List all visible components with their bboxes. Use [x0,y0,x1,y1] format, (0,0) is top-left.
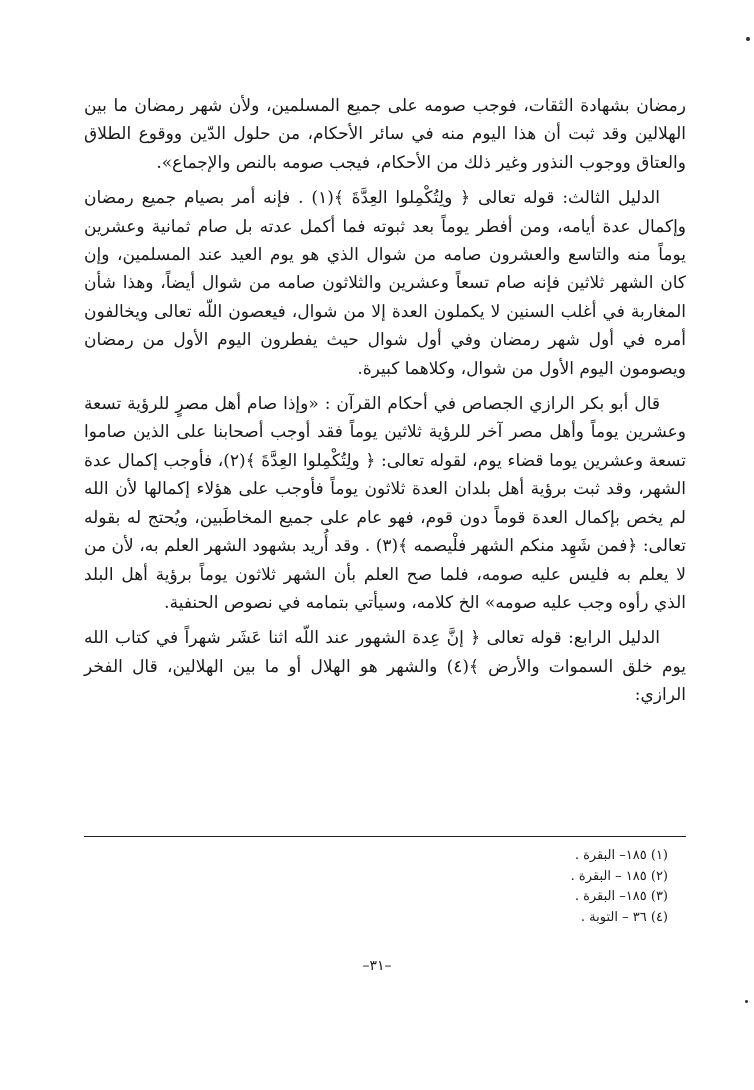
footnote-1: (١) ١٨٥– البقرة . [574,848,668,863]
scan-speck [745,1000,748,1003]
page-number: –٣١– [362,958,392,974]
paragraph-jassas-quote: قال أبو بكر الرازي الجصاص في أحكام القرآن : «وإذا صام أهل مصرٍ للرؤية تسعة وعشرين يوماً وأهل مصر آخر للرؤية ثلاثين يوماً فقد أوجب أصحابنا على الذين صاموا تسعة وعشرين يوما قضاء يوم، لقوله تعالى: ﴿ ولِتُكْمِلوا العِدَّةَ ﴾(٢)، فأوجب إكمال عدة الشهر، وقد ثبت برؤية أهل بلدان العدة ثلاثون يوماً فأوجب على هؤلاء إكمالها لأن الله لم يخص بإكمال العدة قوماً دون قوم، فهو عام على جميع المخاطَبين، ويُحتج له بقوله تعالى: ﴿فمن شَهِد منكم الشهر فلْيصمه ﴾(٣) . وقد أُريد بشهود الشهر العلم به، لأن من لا يعلم به فليس عليه صومه، فلما صح العلم بأن الشهر ثلاثون يوماً برؤية أهل البلد الذي رأوه وجب عليه صومه» الخ كلامه، وسيأتي بتمامه في نصوص الحنفية. [84,394,687,613]
paragraph-fourth-evidence: الدليل الرابع: قوله تعالى ﴿ إنَّ عِدة الشهور عند اللّه اثنا عَشَر شهراً في كتاب الله يوم خلق السموات والأرض ﴾(٤) والشهر هو الهلال أو ما بين الهلالين، قال الفخر الرازي: [84,628,686,706]
scan-speck [746,37,750,41]
paragraph-continuation: رمضان بشهادة الثقات، فوجب صومه على جميع المسلمين، ولأن شهر رمضان ما بين الهلالين وقد ثبت أن هذا اليوم منه في سائر الأحكام، من حلول الدّين ووقوع الطلاق والعتاق ووجوب النذور وغير ذلك من الأحكام، فيجب صومه بالنص والإجماع». [84,96,686,173]
footnote-2: (٢) ١٨٥ – البقرة . [570,868,668,884]
footnote-separator [84,836,686,837]
footnote-4: (٤) ٣٦ – التوبة . [580,909,668,925]
main-text [84,92,686,717]
footnote-3: (٣) ١٨٥– البقرة . [574,889,668,904]
paragraph-third-evidence: الدليل الثالث: قوله تعالى ﴿ ولِتُكْمِلوا العِدَّةَ ﴾(١) . فإنه أمر بصيام جميع رمضان وإكمال عدة أيامه، ومن أفطر يوماً بعد ثبوته فما أكمل عدته بل صام ثمانية وعشرين يوماً منه والتاسع والعشرون صامه من شوال الذي هو يوم العيد عند المسلمين، وإن كان الشهر ثلاثين فإنه صام تسعاً وعشرين والثلاثون صامه من شوال أيضاً، وهذا شأن المغاربة في أغلب السنين لا يكملون العدة إلا من شوال، فيعصون اللّه تعالى ويخالفون أمره في أول شهر رمضان وفي أول شوال حيث يفطرون اليوم الأول من رمضان ويصومون اليوم الأول من شوال، وكلاهما كبيرة. [84,188,686,379]
footnotes [368,846,668,928]
